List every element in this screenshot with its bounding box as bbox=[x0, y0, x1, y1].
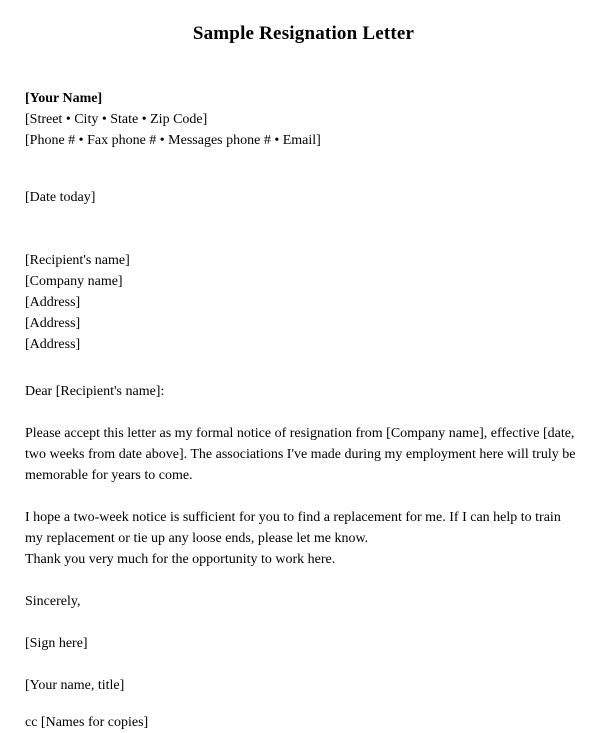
recipient-company: [Company name] bbox=[25, 274, 123, 289]
date-line: [Date today] bbox=[25, 190, 96, 205]
signature-name-title: [Your name, title] bbox=[25, 678, 125, 693]
sender-contact-line: [Phone # • Fax phone # • Messages phone # • Email] bbox=[25, 133, 321, 148]
sender-block bbox=[25, 88, 582, 151]
salutation: Dear [Recipient's name]: bbox=[25, 384, 165, 399]
sender-address-line: [Street • City • State • Zip Code] bbox=[25, 112, 208, 127]
body-paragraph-2 bbox=[25, 507, 582, 570]
recipient-block bbox=[25, 250, 582, 355]
sender-name: [Your Name] bbox=[25, 91, 103, 106]
signature-placeholder: [Sign here] bbox=[25, 636, 88, 651]
cc-line: cc [Names for copies] bbox=[25, 715, 149, 730]
document-title: Sample Resignation Letter bbox=[192, 23, 415, 44]
recipient-address-line: [Address] bbox=[25, 316, 81, 331]
closing: Sincerely, bbox=[25, 594, 81, 609]
recipient-address-line: [Address] bbox=[25, 337, 81, 352]
recipient-name: [Recipient's name] bbox=[25, 253, 130, 268]
body-paragraph-1: Please accept this letter as my formal notice of resignation from [Company name], effective [date, two weeks from date above]. The associations I've made during my employment here will truly be memorable for years to come. bbox=[25, 426, 576, 483]
body-paragraph-2-closing-sentence: Thank you very much for the opportunity to work here. bbox=[25, 552, 336, 567]
body-paragraph-2-text: I hope a two-week notice is sufficient for you to find a replacement for me. If I can help to train my replacement or tie up any loose ends, please let me know. bbox=[25, 510, 561, 546]
recipient-address-line: [Address] bbox=[25, 295, 81, 310]
